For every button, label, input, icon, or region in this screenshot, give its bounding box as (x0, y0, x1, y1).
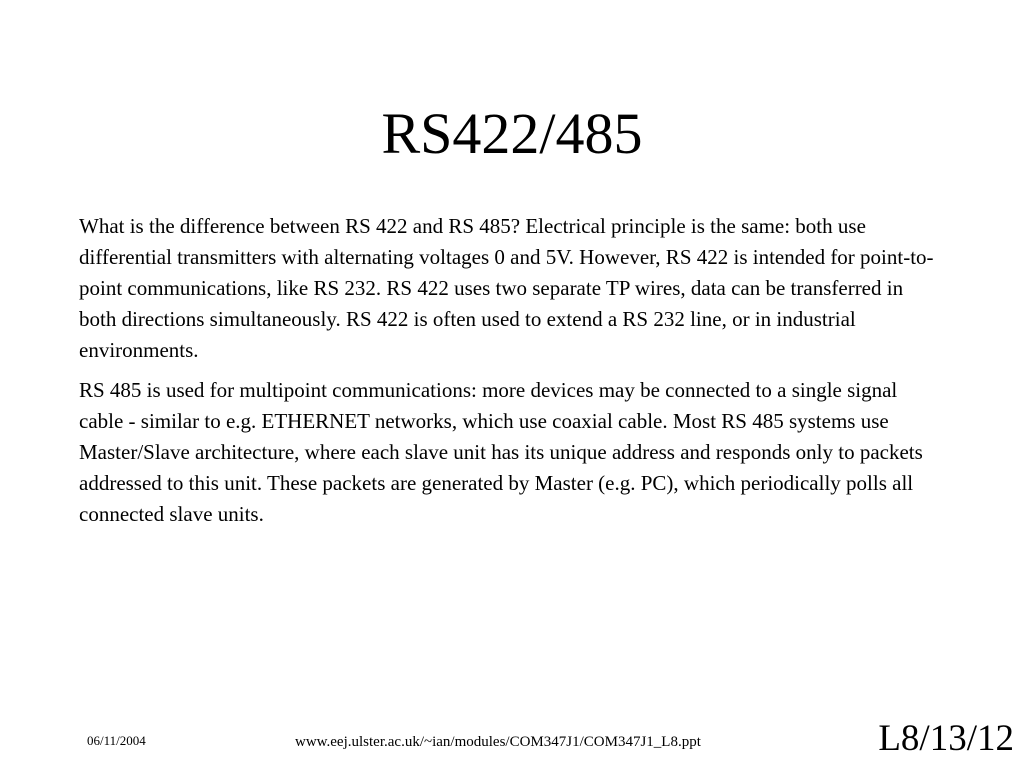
footer-page-number: L8/13/12 (878, 718, 1014, 759)
paragraph-rs422: What is the difference between RS 422 and RS 485? Electrical principle is the same: both use differential transmitters with alternating voltages 0 and 5V. However, RS 422 is intended for point-to-point communications, like RS 232. RS 422 uses two separate TP wires, data can be transferred in both directions simultaneously. RS 422 is often used to extend a RS 232 line, or in industrial environments. (79, 214, 934, 362)
slide-title: RS422/485 (381, 101, 643, 166)
slide-body (79, 211, 939, 539)
footer-date: 06/11/2004 (87, 733, 146, 748)
footer-url: www.eej.ulster.ac.uk/~ian/modules/COM347J1/COM347J1_L8.ppt (295, 734, 701, 750)
paragraph-rs485: RS 485 is used for multipoint communications: more devices may be connected to a single signal cable - similar to e.g. ETHERNET networks, which use coaxial cable. Most RS 485 systems use Master/Slave architecture, where each slave unit has its unique address and responds only to packets addressed to this unit. These packets are generated by Master (e.g. PC), which periodically polls all connected slave units. (79, 378, 923, 526)
